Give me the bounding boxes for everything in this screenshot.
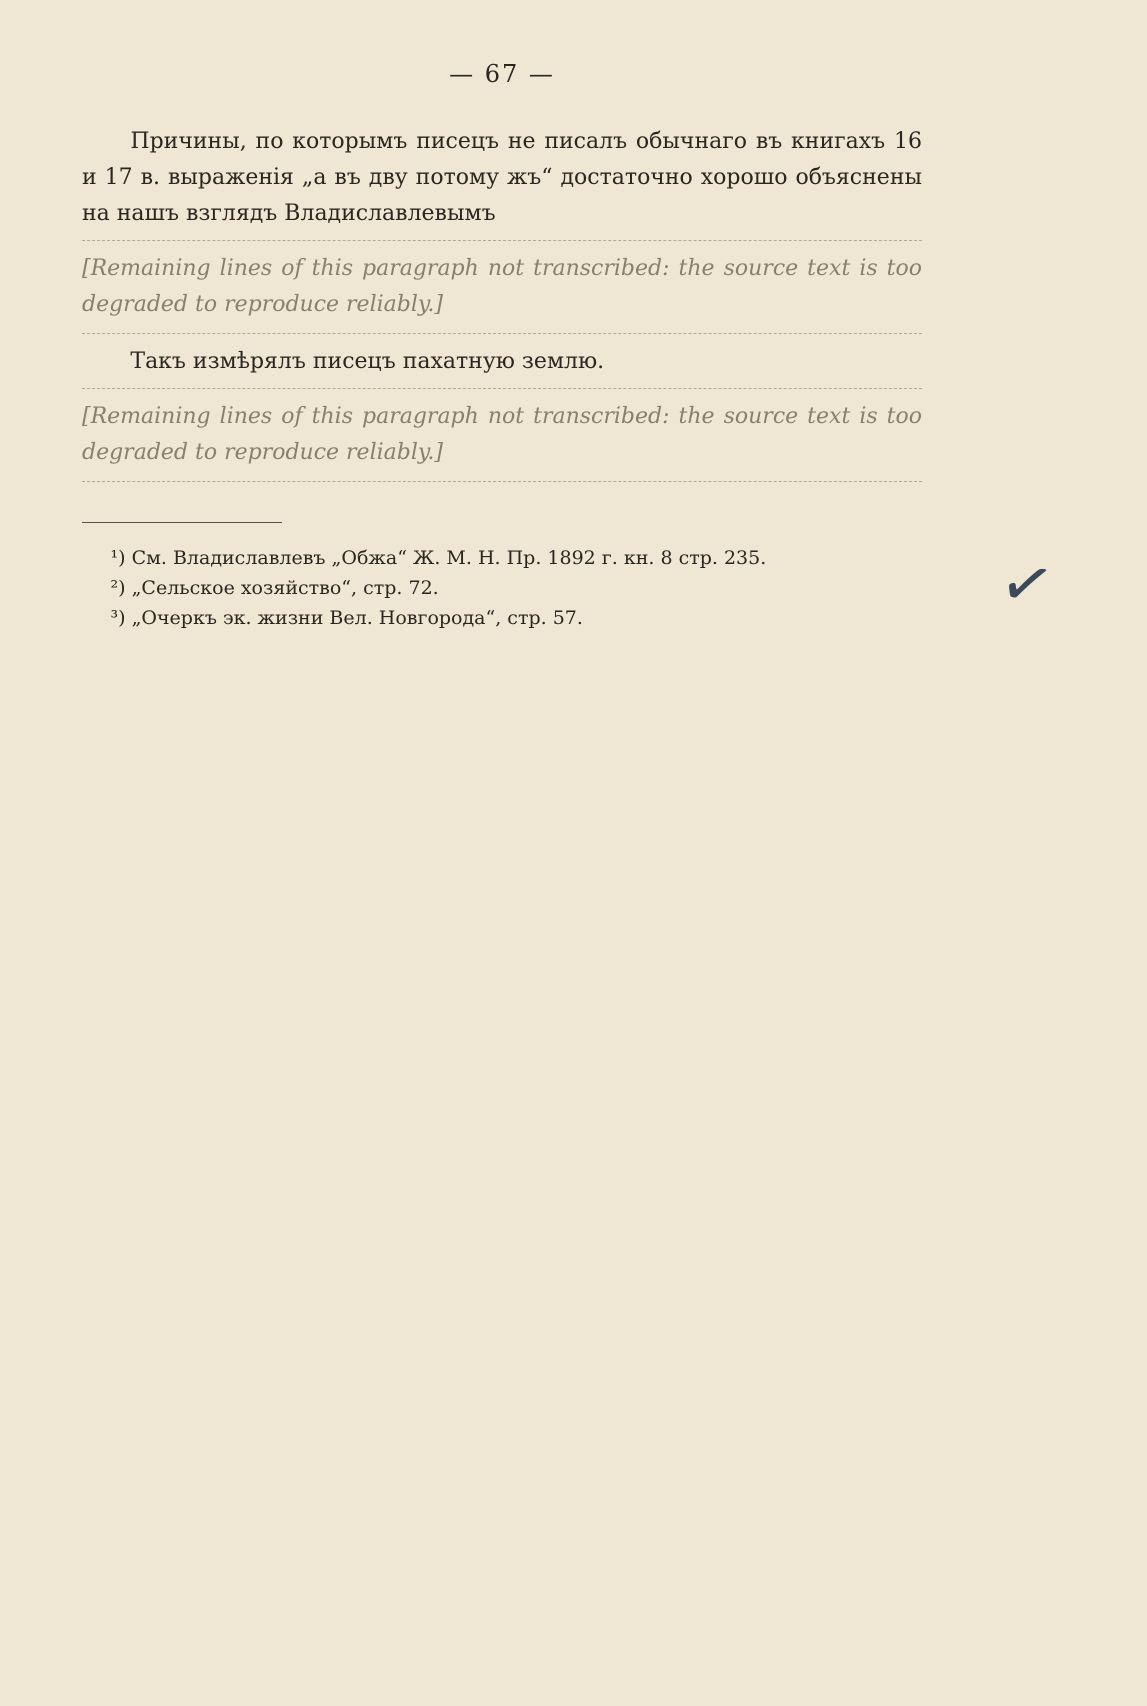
page-number: — 67 —: [449, 60, 555, 88]
footnote-3: ³) „Очеркъ эк. жизни Вел. Новгорода“, стр. 57.: [110, 607, 583, 629]
body-paragraph-2: [82, 344, 922, 482]
footnote-rule: [82, 522, 282, 523]
footnote-2: ²) „Сельское хозяйство“, стр. 72.: [110, 577, 439, 599]
body-paragraph-1: [82, 124, 922, 334]
paragraph-2-text: Такъ измѣрялъ писецъ пахатную землю.: [130, 349, 605, 374]
omitted-lines-2: [Remaining lines of this paragraph not transcribed: the source text is too degraded to reproduce reliably.]: [82, 388, 922, 482]
footnote-1: ¹) См. Владиславлевъ „Обжа“ Ж. М. Н. Пр. 1892 г. кн. 8 стр. 235.: [110, 547, 767, 569]
paragraph-1-text: Причины, по которымъ писецъ не писалъ обычнаго въ книгахъ 16 и 17 в. выраженія „а въ дву потому жъ“ достаточно хорошо объяснены на нашъ взглядъ Владиславлевымъ: [82, 129, 922, 226]
omitted-lines-1: [Remaining lines of this paragraph not transcribed: the source text is too degraded to reproduce reliably.]: [82, 240, 922, 334]
page: [82, 60, 922, 633]
checkmark-icon: ✓: [992, 543, 1061, 627]
